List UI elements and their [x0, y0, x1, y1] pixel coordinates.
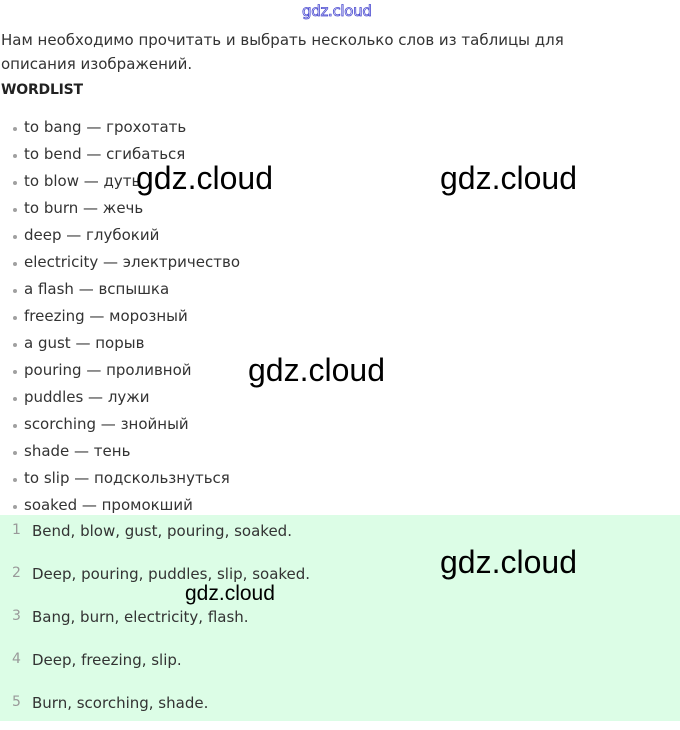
wordlist-title: WORDLIST	[1, 82, 83, 98]
answer-item	[0, 687, 680, 730]
bullet-icon	[13, 505, 17, 509]
bullet-icon	[13, 235, 17, 239]
wordlist-item: scorching — знойный	[0, 413, 240, 440]
bullet-icon	[13, 289, 17, 293]
bullet-icon	[13, 451, 17, 455]
bullet-icon	[13, 397, 17, 401]
bullet-icon	[13, 154, 17, 158]
bullet-icon	[13, 370, 17, 374]
answer-text: Bang, burn, electricity, flash.	[32, 608, 249, 626]
wordlist-item: a flash — вспышка	[0, 278, 240, 305]
answer-text: Burn, scorching, shade.	[32, 694, 209, 712]
answer-text: Deep, pouring, puddles, slip, soaked.	[32, 565, 311, 583]
answer-number: 2	[12, 565, 21, 581]
answer-item	[0, 558, 680, 601]
watermark: gdz.cloud	[440, 544, 577, 580]
answer-number: 4	[12, 651, 21, 667]
answer-item	[0, 601, 680, 644]
answer-number: 3	[12, 608, 21, 624]
wordlist-item: pouring — проливной	[0, 359, 240, 386]
wordlist-item: deep — глубокий	[0, 224, 240, 251]
watermark: gdz.cloud	[248, 352, 385, 388]
answer-text: Deep, freezing, slip.	[32, 651, 182, 669]
watermark: gdz.cloud	[440, 160, 577, 196]
site-logo: gdz.cloud	[302, 2, 372, 20]
bullet-icon	[13, 343, 17, 347]
answer-text: Bend, blow, gust, pouring, soaked.	[32, 522, 292, 540]
wordlist-item: electricity — электричество	[0, 251, 240, 278]
wordlist-item: to blow — дуть	[0, 170, 240, 197]
bullet-icon	[13, 262, 17, 266]
bullet-icon	[13, 181, 17, 185]
wordlist-item: a gust — порыв	[0, 332, 240, 359]
wordlist-item: to bend — сгибаться	[0, 143, 240, 170]
wordlist-item: freezing — морозный	[0, 305, 240, 332]
bullet-icon	[13, 478, 17, 482]
wordlist-item: to bang — грохотать	[0, 116, 240, 143]
answers-list	[0, 515, 680, 721]
bullet-icon	[13, 127, 17, 131]
wordlist-item: soaked — промокший	[0, 494, 240, 521]
wordlist-item: shade — тень	[0, 440, 240, 467]
wordlist-item: puddles — лужи	[0, 386, 240, 413]
bullet-icon	[13, 424, 17, 428]
wordlist-item: to burn — жечь	[0, 197, 240, 224]
bullet-icon	[13, 316, 17, 320]
watermark: gdz.cloud	[136, 160, 273, 196]
bullet-icon	[13, 208, 17, 212]
answer-item	[0, 515, 680, 558]
wordlist-item: to slip — подскользнуться	[0, 467, 240, 494]
watermark: gdz.cloud	[185, 582, 275, 605]
answer-number: 1	[12, 522, 21, 538]
answer-item	[0, 644, 680, 687]
intro-text: Нам необходимо прочитать и выбрать несколько слов из таблицы для описания изображений.	[1, 31, 564, 73]
answer-number: 5	[12, 694, 21, 710]
